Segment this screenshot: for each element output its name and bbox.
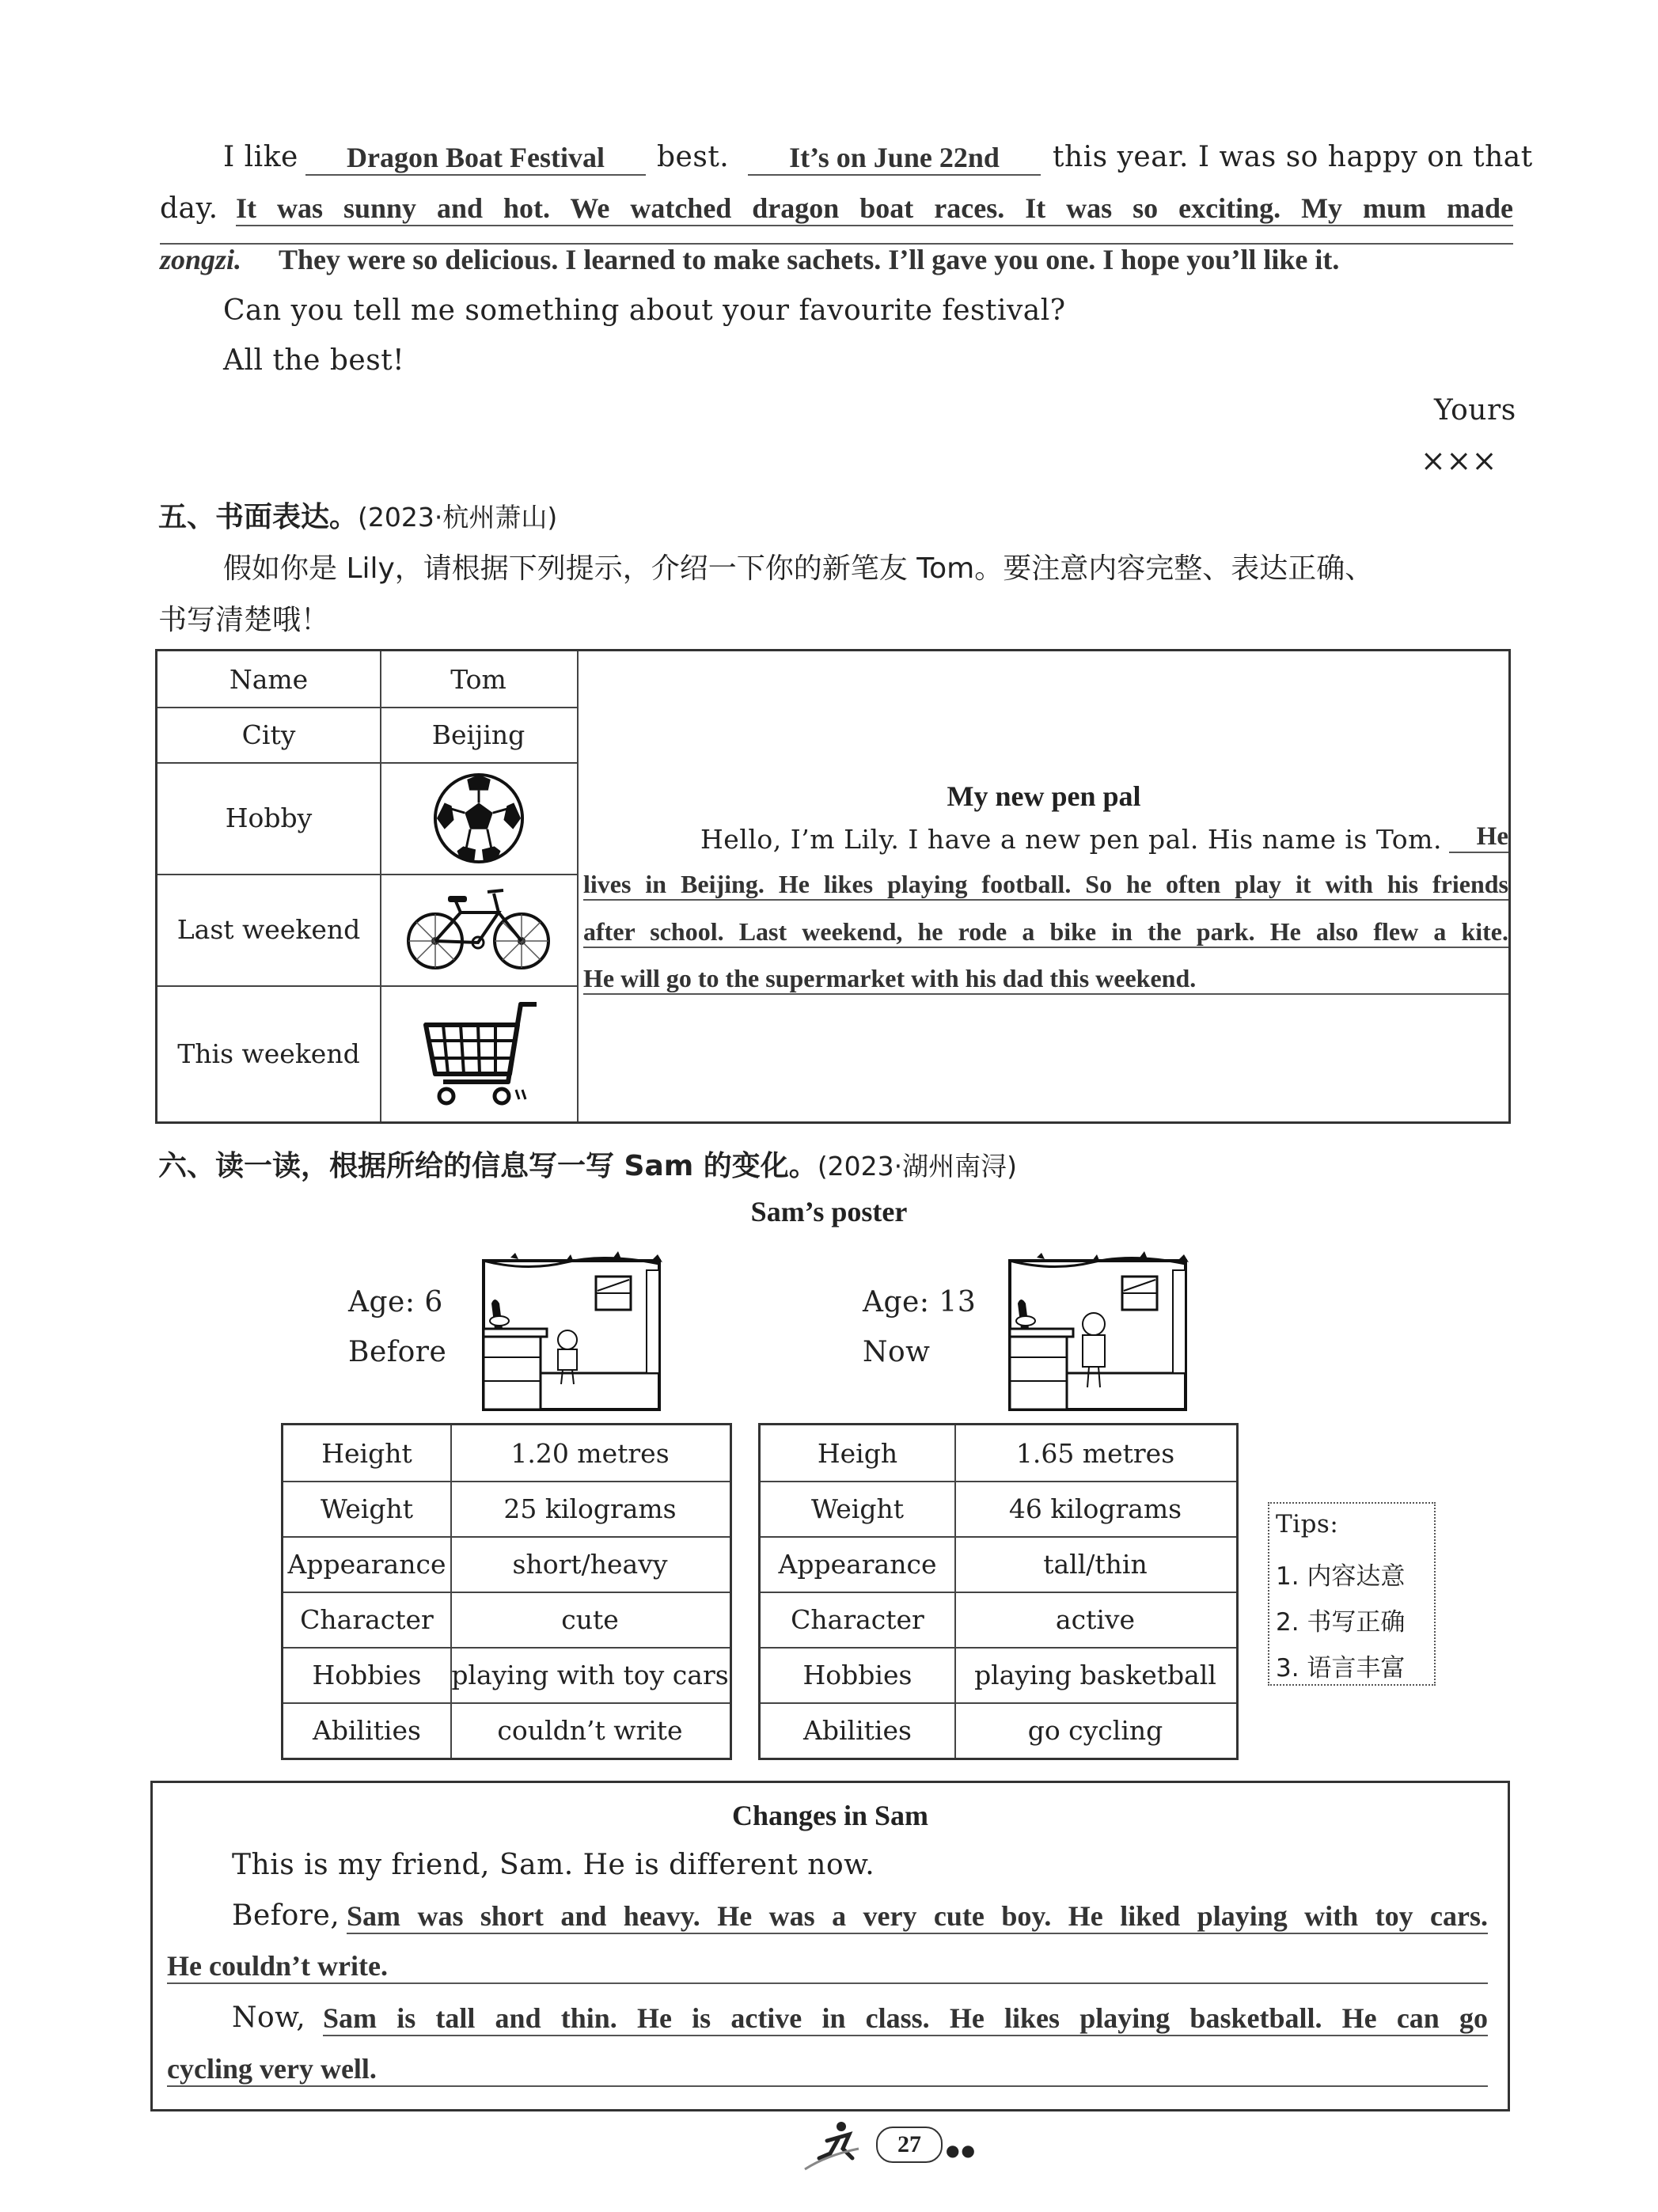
before-label-appearance: Appearance xyxy=(287,1548,446,1580)
answer-line-3: They were so delicious. I learned to make sachets. I’ll gave you one. I hope you’ll like it. xyxy=(279,244,1340,275)
now-table xyxy=(758,1423,1239,1760)
page-dots: ●● xyxy=(946,2141,977,2160)
essay-now-word: Now, xyxy=(232,2001,306,2034)
text-best: best. xyxy=(657,141,730,173)
before-label-abilities: Abilities xyxy=(313,1714,421,1746)
now-label-height: Heigh xyxy=(817,1437,898,1469)
row-label-city: City xyxy=(241,719,296,750)
now-label-appearance: Appearance xyxy=(778,1548,937,1580)
answer-line-2: It was sunny and hot. We watched dragon boat races. It was so exciting. My mum made xyxy=(236,192,1513,226)
row-value-name: Tom xyxy=(450,663,507,695)
section-6-heading: 六、读一读，根据所给的信息写一写 Sam 的变化。(2023·湖州南浔) xyxy=(158,1150,1018,1182)
now-value-hobbies: playing basketball xyxy=(974,1659,1216,1690)
essay-answer-line-4: He will go to the supermarket with his dad this weekend. xyxy=(583,964,1508,995)
essay-before-answer-2: He couldn’t write. xyxy=(167,1949,1488,1984)
now-value-appearance: tall/thin xyxy=(1043,1548,1148,1580)
before-value-weight: 25 kilograms xyxy=(503,1493,677,1524)
changes-essay-box xyxy=(150,1781,1510,2111)
now-value-height: 1.65 metres xyxy=(1015,1437,1175,1469)
before-label-weight: Weight xyxy=(321,1493,413,1524)
text-i-like: I like xyxy=(223,141,298,173)
text-day: day. xyxy=(160,192,218,225)
now-value-weight: 46 kilograms xyxy=(1008,1493,1182,1524)
football-icon xyxy=(380,762,577,874)
essay-answer-line-2: lives in Beijing. He likes playing football. So he often play it with his friends xyxy=(583,870,1508,901)
before-label: Before xyxy=(348,1336,447,1368)
now-label-weight: Weight xyxy=(811,1493,904,1524)
essay-answer-line-3: after school. Last weekend, he rode a bike in the park. He also flew a kite. xyxy=(583,917,1508,948)
pen-pal-box xyxy=(155,649,1511,1124)
now-label-hobbies: Hobbies xyxy=(802,1659,912,1690)
before-age: Age: 6 xyxy=(348,1286,443,1318)
before-value-character: cute xyxy=(561,1603,619,1635)
poster-title: Sam’s poster xyxy=(750,1196,908,1227)
essay-title-pen-pal: My new pen pal xyxy=(947,780,1141,812)
room-picture-before xyxy=(479,1246,669,1416)
before-label-character: Character xyxy=(300,1603,434,1635)
page-number: 27 xyxy=(876,2127,943,2163)
now-value-character: active xyxy=(1055,1603,1136,1635)
text-yours: Yours xyxy=(1434,394,1516,427)
essay-title-changes: Changes in Sam xyxy=(731,1800,929,1831)
essay-before-word: Before, xyxy=(232,1899,340,1932)
before-value-height: 1.20 metres xyxy=(510,1437,670,1469)
row-label-this-weekend: This weekend xyxy=(177,1038,360,1069)
row-label-name: Name xyxy=(229,663,309,695)
row-label-hobby: Hobby xyxy=(225,802,313,833)
tip-1: 1. 内容达意 xyxy=(1276,1562,1406,1591)
answer-blank-festival: Dragon Boat Festival xyxy=(305,141,646,176)
essay-intro-sam: This is my friend, Sam. He is different now. xyxy=(232,1849,875,1881)
runner-logo-icon xyxy=(803,2117,867,2172)
section-5-heading: 五、书面表达。(2023·杭州萧山) xyxy=(158,501,558,533)
text-closing: All the best! xyxy=(223,344,405,377)
before-value-hobbies: playing with toy cars xyxy=(451,1659,729,1690)
essay-answer-he: He xyxy=(1449,822,1508,853)
before-label-hobbies: Hobbies xyxy=(312,1659,422,1690)
before-value-appearance: short/heavy xyxy=(512,1548,668,1580)
essay-before-answer-1: Sam was short and heavy. He was a very cute boy. He liked playing with toy cars. xyxy=(347,1899,1488,1934)
room-picture-now xyxy=(1005,1246,1195,1416)
row-label-last-weekend: Last weekend xyxy=(176,914,361,945)
now-label: Now xyxy=(863,1336,931,1368)
shopping-cart-icon xyxy=(380,985,577,1121)
essay-now-answer-2: cycling very well. xyxy=(167,2052,1488,2087)
text-signature: ××× xyxy=(1421,443,1498,478)
bicycle-icon xyxy=(380,874,577,985)
now-label-abilities: Abilities xyxy=(803,1714,912,1746)
row-value-city: Beijing xyxy=(431,719,525,750)
text-zongzi: zongzi. xyxy=(160,244,242,275)
text-ask-festival: Can you tell me something about your favourite festival? xyxy=(223,294,1066,327)
text-this-year: this year. I was so happy on that xyxy=(1053,141,1533,173)
now-value-abilities: go cycling xyxy=(1027,1714,1163,1746)
essay-now-answer-1: Sam is tall and thin. He is active in class. He likes playing basketball. He can go xyxy=(323,2001,1488,2036)
tip-2: 2. 书写正确 xyxy=(1276,1608,1406,1637)
essay-intro: Hello, I’m Lily. I have a new pen pal. His name is Tom. xyxy=(700,824,1442,855)
before-table xyxy=(281,1423,732,1760)
tip-3: 3. 语言丰富 xyxy=(1276,1654,1406,1683)
section-5-instructions-1: 假如你是 Lily，请根据下列提示，介绍一下你的新笔友 Tom。要注意内容完整、表达正确、 xyxy=(223,552,1374,585)
before-label-height: Height xyxy=(321,1437,412,1469)
tips-box xyxy=(1268,1502,1436,1686)
section-5-instructions-2: 书写清楚哦！ xyxy=(158,604,330,636)
tips-title: Tips: xyxy=(1276,1510,1339,1539)
now-label-character: Character xyxy=(791,1603,924,1635)
now-age: Age: 13 xyxy=(863,1286,977,1318)
before-value-abilities: couldn’t write xyxy=(497,1714,683,1746)
answer-blank-date: It’s on June 22nd xyxy=(748,141,1041,176)
